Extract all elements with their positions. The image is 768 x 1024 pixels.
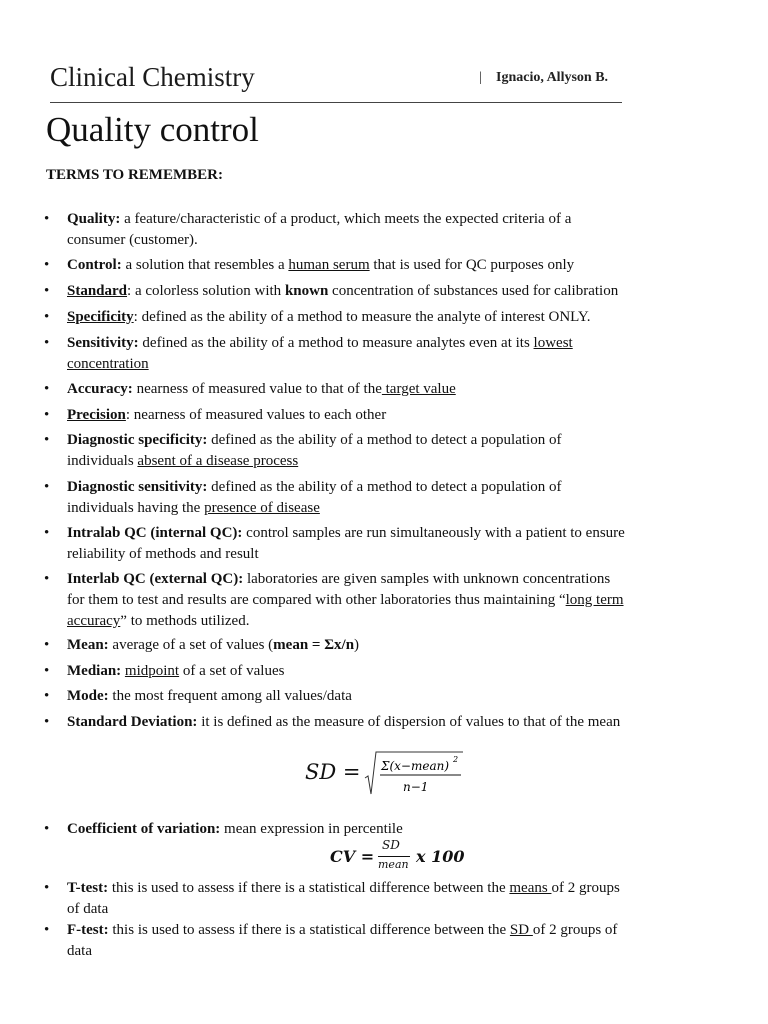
term-line	[67, 307, 727, 328]
term-line	[67, 899, 727, 920]
term-line	[67, 712, 727, 733]
term-label: Quality:	[67, 211, 121, 227]
term-label: Diagnostic sensitivity:	[67, 479, 208, 495]
term-definition: reliability of methods and result	[67, 546, 259, 562]
term-definition: of 2 groups of	[532, 922, 618, 938]
term-label: Standard	[67, 283, 128, 299]
term-line	[67, 477, 727, 498]
underlined-text: human serum	[288, 257, 370, 273]
header-separator: |	[479, 70, 482, 85]
fraction-bar	[378, 856, 410, 857]
sd-formula-radical	[305, 750, 465, 802]
bullet: •	[44, 922, 50, 938]
term-label: Specificity	[67, 309, 134, 325]
term-line	[67, 941, 727, 962]
term-line	[67, 230, 727, 251]
underlined-text: lowest	[533, 335, 573, 351]
bullet: •	[44, 571, 50, 587]
term-definition: )	[354, 637, 360, 653]
bullet: •	[44, 663, 50, 679]
term-line	[67, 878, 727, 899]
bullet: •	[44, 688, 50, 704]
term-definition: a feature/characteristic of a product, which meets the expected criteria of a	[120, 211, 572, 227]
emphasis-text: known	[284, 283, 329, 299]
underlined-text: absent of a disease process	[137, 453, 299, 469]
term-line	[67, 281, 727, 302]
mean-formula: mean = Σx/n	[273, 637, 355, 653]
term-definition: individuals	[67, 453, 138, 469]
bullet: •	[44, 381, 50, 397]
underlined-text: accuracy	[67, 613, 121, 629]
term-label: Standard Deviation:	[67, 714, 198, 730]
term-definition: laboratories are given samples with unknown concentrations	[243, 571, 611, 587]
term-line	[67, 544, 727, 565]
term-line	[67, 569, 727, 590]
term-label: Sensitivity:	[67, 335, 139, 351]
term-line	[67, 661, 727, 682]
underlined-text: presence of disease	[204, 500, 320, 516]
term-definition: of data	[67, 901, 109, 917]
bullet: •	[44, 880, 50, 896]
sd-formula-lhs: SD =	[305, 760, 361, 784]
term-line	[67, 611, 727, 632]
term-definition: a solution that resembles a	[121, 257, 289, 273]
term-label: Interlab QC (	[67, 571, 155, 587]
bullet: •	[44, 479, 50, 495]
term-line	[67, 635, 727, 656]
term-line	[67, 523, 727, 544]
sd-formula-exponent: 2	[453, 755, 459, 764]
term-label: Median:	[67, 663, 122, 679]
term-line	[67, 209, 727, 230]
term-definition: individuals having the	[67, 500, 205, 516]
term-line	[67, 255, 727, 276]
author-name: Ignacio, Allyson B.	[496, 70, 609, 85]
term-label: internal QC):	[155, 525, 243, 541]
term-line	[67, 819, 727, 840]
bullet: •	[44, 283, 50, 299]
sd-formula	[305, 750, 465, 802]
sd-formula-numerator: Σ(x−mean)	[381, 759, 450, 773]
page-title: Quality control	[46, 110, 259, 149]
term-definition: mean expression in percentile	[220, 821, 403, 837]
cv-formula-lhs: CV =	[330, 847, 375, 866]
term-definition: consumer (customer).	[67, 232, 198, 248]
term-definition: this is used to assess if there is a statistical difference between the	[108, 922, 510, 938]
term-definition: this is used to assess if there is a statistical difference between the	[108, 880, 510, 896]
underlined-text: target value	[381, 381, 456, 397]
course-title: Clinical Chemistry	[50, 62, 255, 92]
term-definition: that is used for QC purposes only	[369, 257, 575, 273]
term-definition: of a set of values	[179, 663, 285, 679]
bullet: •	[44, 407, 50, 423]
term-definition: the most frequent among all values/data	[108, 688, 352, 704]
term-definition: : nearness of measured values to each other	[125, 407, 387, 423]
term-definition: of 2 groups	[551, 880, 620, 896]
section-heading: TERMS TO REMEMBER:	[46, 167, 223, 183]
term-definition: : a colorless solution with	[127, 283, 285, 299]
header-rule	[50, 102, 622, 103]
term-definition: for them to test and results are compared with other laboratories thus maintaining “	[67, 592, 566, 608]
underlined-text: long term	[565, 592, 624, 608]
bullet: •	[44, 257, 50, 273]
term-line	[67, 430, 727, 451]
term-definition: ” to methods utilized.	[120, 613, 250, 629]
underlined-text: SD	[509, 922, 533, 938]
term-line	[67, 333, 727, 354]
bullet: •	[44, 309, 50, 325]
term-line	[67, 354, 727, 375]
underlined-text: midpoint	[124, 663, 180, 679]
term-line	[67, 498, 727, 519]
term-label: Mode:	[67, 688, 109, 704]
term-definition: control samples are run simultaneously with a patient to ensure	[242, 525, 625, 541]
term-label: external QC):	[154, 571, 244, 587]
term-label: T-test:	[67, 880, 109, 896]
term-line	[67, 379, 727, 400]
term-definition: it is defined as the measure of dispersion of values to that of the mean	[197, 714, 621, 730]
cv-formula	[330, 838, 470, 878]
underlined-text: means	[509, 880, 552, 896]
term-line	[67, 686, 727, 707]
term-label: Control:	[67, 257, 122, 273]
bullet: •	[44, 714, 50, 730]
bullet: •	[44, 335, 50, 351]
bullet: •	[44, 525, 50, 541]
term-definition: : defined as the ability of a method to measure the analyte of interest ONLY.	[133, 309, 591, 325]
bullet: •	[44, 821, 50, 837]
term-definition: data	[67, 943, 92, 959]
term-definition: defined as the ability of a method to measure analytes even at its	[138, 335, 534, 351]
term-label: Accuracy:	[67, 381, 133, 397]
term-definition: defined as the ability of a method to detect a population of	[207, 479, 562, 495]
term-definition: average of a set of values (	[108, 637, 274, 653]
cv-formula-rhs: x 100	[416, 847, 465, 866]
term-label: Coefficient of variation:	[67, 821, 221, 837]
underlined-text: concentration	[67, 356, 149, 372]
term-label: Diagnostic specificity:	[67, 432, 208, 448]
term-label: Mean:	[67, 637, 109, 653]
term-label: F-test:	[67, 922, 109, 938]
bullet: •	[44, 211, 50, 227]
term-line	[67, 590, 727, 611]
term-definition: concentration of substances used for calibration	[328, 283, 619, 299]
cv-formula-numerator: SD	[382, 838, 400, 852]
term-line	[67, 920, 727, 941]
bullet: •	[44, 637, 50, 653]
term-definition: nearness of measured value to that of the	[132, 381, 382, 397]
term-label: Precision	[67, 407, 126, 423]
term-definition: defined as the ability of a method to detect a population of	[207, 432, 562, 448]
term-label: Intralab QC (	[67, 525, 156, 541]
sd-formula-denominator: n−1	[403, 780, 429, 794]
cv-formula-denominator: mean	[378, 858, 409, 871]
term-line	[67, 405, 727, 426]
term-line	[67, 451, 727, 472]
bullet: •	[44, 432, 50, 448]
